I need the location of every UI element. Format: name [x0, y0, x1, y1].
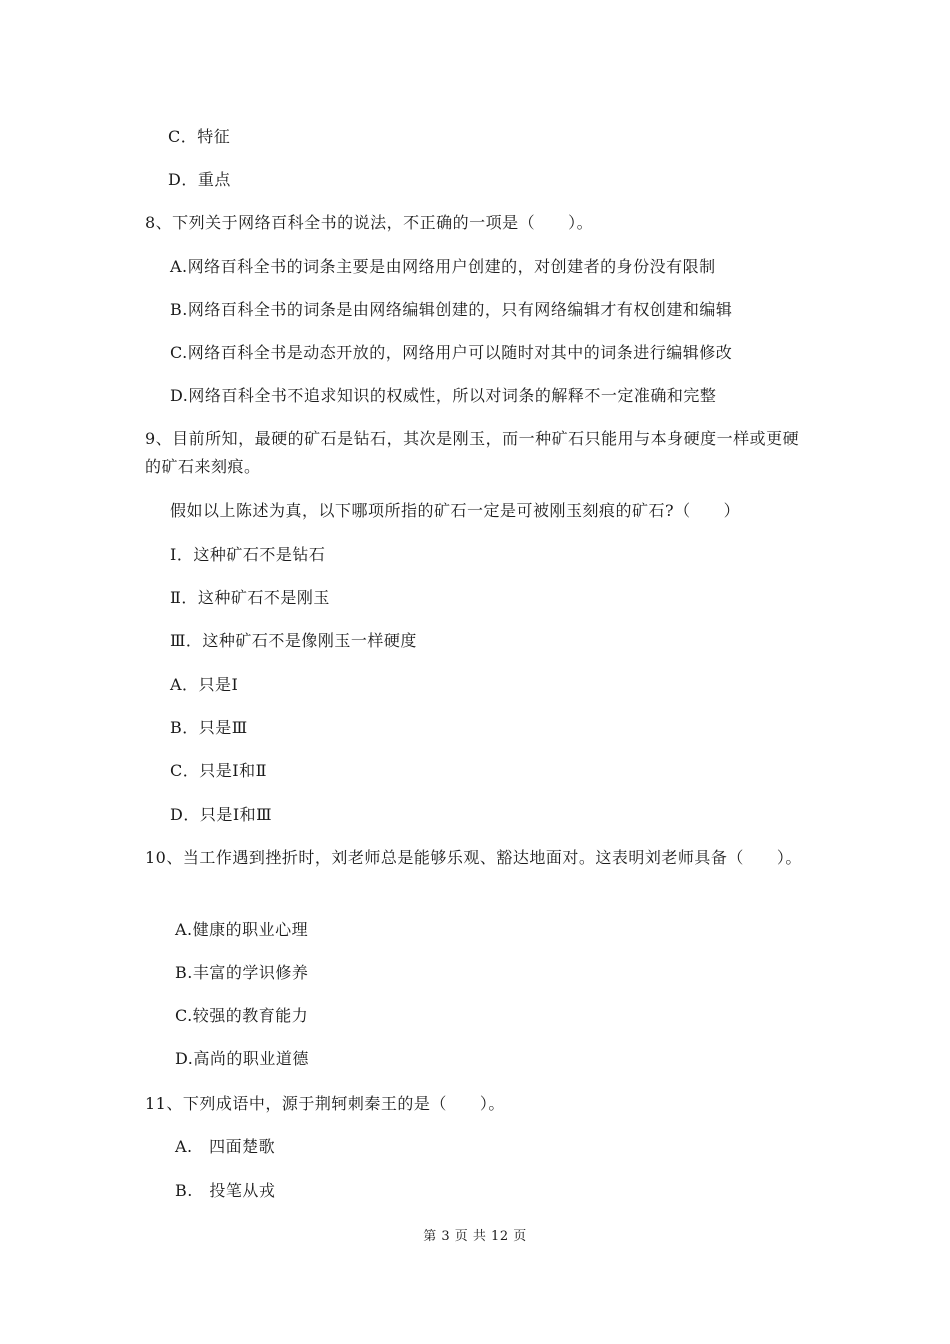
- q8-stem: 8、下列关于网络百科全书的说法，不正确的一项是（ ）。: [145, 213, 594, 232]
- q10-stem: 10、当工作遇到挫折时，刘老师总是能够乐观、豁达地面对。这表明刘老师具备（ ）。: [145, 848, 802, 867]
- q8-option-c: C.网络百科全书是动态开放的，网络用户可以随时对其中的词条进行编辑修改: [170, 343, 733, 362]
- q11-stem: 11、下列成语中，源于荆轲刺秦王的是（ ）。: [145, 1094, 505, 1113]
- q11-option-b: B. 投笔从戎: [175, 1181, 276, 1200]
- q8-option-b: B.网络百科全书的词条是由网络编辑创建的，只有网络编辑才有权创建和编辑: [170, 300, 733, 319]
- q10-option-c: C.较强的教育能力: [175, 1006, 309, 1025]
- q9-stem-line-2: 的矿石来刻痕。: [145, 457, 261, 476]
- q10-option-b: B.丰富的学识修养: [175, 963, 309, 982]
- q7-option-c: C．特征: [168, 127, 231, 146]
- q10-option-a: A.健康的职业心理: [175, 920, 309, 939]
- q7-option-d: D．重点: [168, 170, 231, 189]
- q8-option-d: D.网络百科全书不追求知识的权威性，所以对词条的解释不一定准确和完整: [170, 386, 717, 405]
- q10-option-d: D.高尚的职业道德: [175, 1049, 309, 1068]
- q9-option-c: C．只是Ⅰ和Ⅱ: [170, 761, 267, 780]
- q9-stem-line-1: 9、目前所知，最硬的矿石是钻石，其次是刚玉，而一种矿石只能用与本身硬度一样或更硬: [145, 429, 800, 448]
- q9-item-3: Ⅲ．这种矿石不是像刚玉一样硬度: [170, 631, 417, 650]
- q9-option-a: A．只是Ⅰ: [170, 675, 239, 694]
- q8-option-a: A.网络百科全书的词条主要是由网络用户创建的，对创建者的身份没有限制: [170, 257, 716, 276]
- q9-question: 假如以上陈述为真，以下哪项所指的矿石一定是可被刚玉刻痕的矿石?（ ）: [170, 501, 741, 520]
- q11-option-a: A. 四面楚歌: [175, 1137, 276, 1156]
- q9-item-2: Ⅱ．这种矿石不是刚玉: [170, 588, 330, 607]
- q9-option-b: B．只是Ⅲ: [170, 718, 248, 737]
- page-number-footer: 第 3 页 共 12 页: [423, 1229, 527, 1244]
- q9-item-1: Ⅰ．这种矿石不是钻石: [170, 545, 326, 564]
- q9-option-d: D．只是Ⅰ和Ⅲ: [170, 805, 273, 824]
